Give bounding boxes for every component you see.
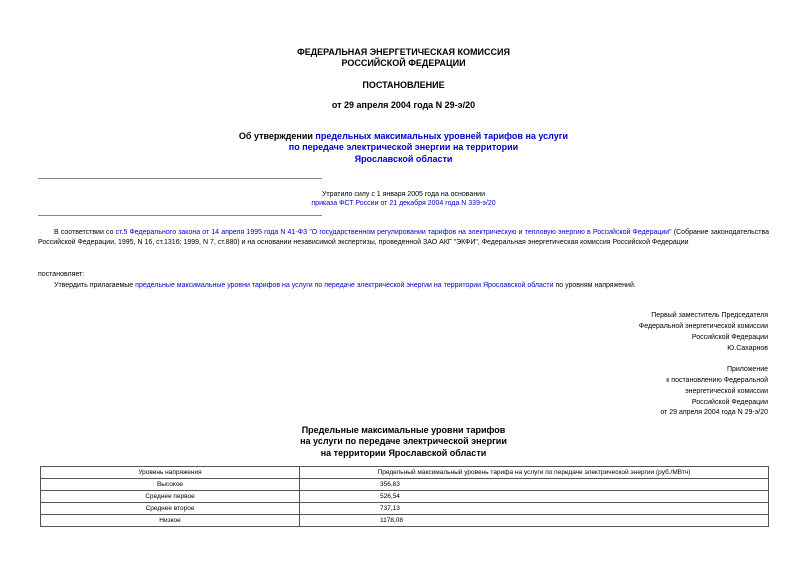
table-title-line-3: на территории Ярославской области [320, 447, 487, 458]
appendix-block [660, 365, 768, 419]
voltage-level-cell: Низкое [41, 515, 300, 527]
signature-position-3: Российской Федерации [691, 333, 768, 341]
repeal-order-link[interactable]: приказа ФСТ России от 21 декабря 2004 года N 339-э/20 [311, 199, 496, 207]
voltage-level-cell: Высокое [41, 479, 300, 491]
document-type: ПОСТАНОВЛЕНИЕ [362, 80, 445, 90]
tariff-value-cell: 1178,08 [300, 515, 769, 527]
subject-link-line-2[interactable]: по передаче электрической энергии на территории [288, 142, 519, 153]
signatory-name: Ю.Сахарнов [727, 344, 768, 352]
table-title-line-2: на услуги по передаче электрической энергии [300, 436, 507, 447]
table-row [41, 515, 769, 527]
federal-law-link[interactable]: ст.5 Федерального закона от 14 апреля 1995 года N 41-ФЗ "О государственном регулировании тарифов на электрическую и тепловую энергию в Российской Федерации" [115, 229, 672, 236]
tariff-value-cell: 737,13 [300, 503, 769, 515]
preamble-intro: В соответствии со [54, 229, 116, 236]
signature-position-1: Первый заместитель Председателя [651, 312, 768, 319]
preamble-rest: (Собрание законодательства Российской Федерации, 1995, N 16, ст.1316; 1999, N 7, ст.880) и на основании независимой экспертизы, проведенной ЗАО АКГ "ЭКФИ", Федеральная энергетическая комиссия Российской Федерации [38, 229, 769, 247]
divider-bottom [38, 215, 322, 216]
document-header [0, 47, 807, 70]
voltage-level-cell: Среднее первое [41, 491, 300, 503]
subject-link-line-3[interactable]: Ярославской области [354, 153, 453, 164]
status-note [0, 191, 807, 209]
approve-paragraph [54, 282, 769, 291]
appendix-line-5: от 29 апреля 2004 года N 29-э/20 [660, 409, 768, 417]
document-subject [0, 131, 807, 165]
appendix-line-3: энергетической комиссии [685, 387, 768, 395]
voltage-level-cell: Среднее второе [41, 503, 300, 515]
status-note-text: Утратило силу с 1 января 2005 года на основании [321, 191, 486, 198]
approve-prefix: Утвердить прилагаемые [54, 282, 136, 289]
resolves-label: постановляет: [38, 271, 85, 278]
document-date: от 29 апреля 2004 года N 29-э/20 [331, 100, 476, 110]
column-header-tariff: Предельный максимальный уровень тарифа на услуги по передаче электрической энергии (руб./МВтч) [300, 467, 769, 479]
signature-position-2: Федеральной энергетической комиссии [638, 322, 768, 330]
appendix-line-2: к постановлению Федеральной [666, 376, 768, 384]
table-title-line-1: Предельные максимальные уровни тарифов [301, 425, 506, 435]
tariff-value-cell: 356,83 [300, 479, 769, 491]
table-row [41, 491, 769, 503]
tariff-levels-link[interactable]: предельные максимальные уровни тарифов на услуги по передаче электрической энергии на территории Ярославской области [135, 282, 554, 289]
divider-top [38, 178, 322, 179]
appendix-line-1: Приложение [726, 366, 768, 373]
subject-prefix: Об утверждении [238, 131, 316, 141]
table-row [41, 503, 769, 515]
tariff-table [40, 466, 769, 527]
table-title [0, 425, 807, 459]
column-header-voltage: Уровень напряжения [41, 467, 300, 479]
subject-link-line-1[interactable]: предельных максимальных уровней тарифов на услуги [315, 131, 569, 141]
signature-block [639, 311, 768, 354]
tariff-value-cell: 526,54 [300, 491, 769, 503]
issuer-line-1: ФЕДЕРАЛЬНАЯ ЭНЕРГЕТИЧЕСКАЯ КОМИССИЯ [297, 47, 510, 57]
appendix-line-4: Российской Федерации [691, 398, 768, 406]
table-header-row [41, 467, 769, 479]
preamble-paragraph [38, 228, 769, 248]
approve-suffix: по уровням напряжений. [553, 282, 636, 289]
table-row [41, 479, 769, 491]
issuer-line-2: РОССИЙСКОЙ ФЕДЕРАЦИИ [341, 58, 466, 69]
